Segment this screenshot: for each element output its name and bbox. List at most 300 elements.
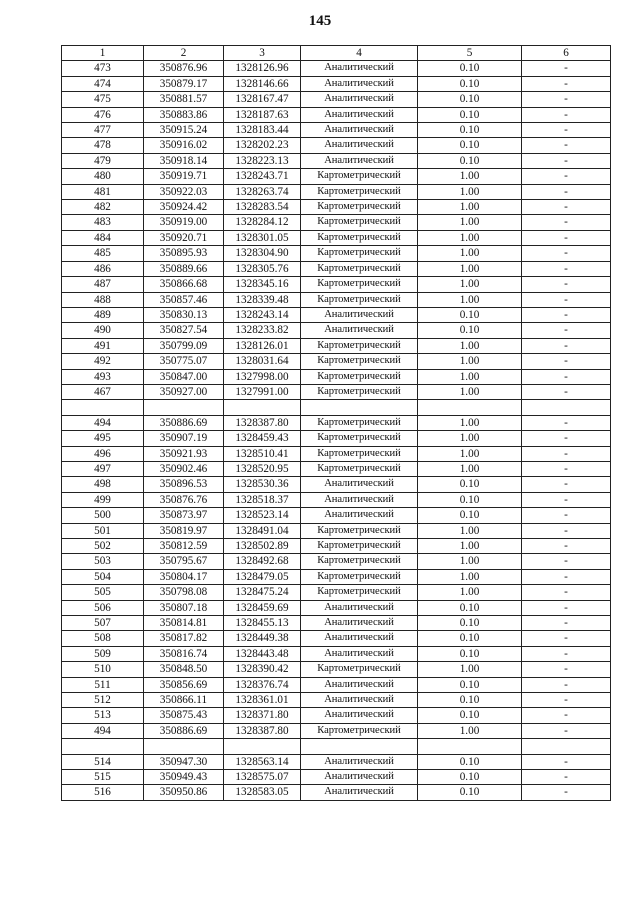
note-cell: - [522, 61, 611, 76]
point-number-cell: 498 [62, 477, 144, 492]
point-number-cell: 477 [62, 123, 144, 138]
table-row [62, 123, 611, 138]
x-coordinate-cell: 350856.69 [144, 677, 224, 692]
method-cell: Картометрический [301, 569, 418, 584]
column-header: 6 [522, 46, 611, 61]
x-coordinate-cell: 350875.43 [144, 708, 224, 723]
note-cell [522, 739, 611, 754]
note-cell: - [522, 569, 611, 584]
table-row [62, 431, 611, 446]
x-coordinate-cell: 350812.59 [144, 538, 224, 553]
x-coordinate-cell: 350919.00 [144, 215, 224, 230]
accuracy-cell: 0.10 [418, 123, 522, 138]
method-cell: Картометрический [301, 461, 418, 476]
accuracy-cell: 1.00 [418, 585, 522, 600]
x-coordinate-cell: 350907.19 [144, 431, 224, 446]
accuracy-cell: 1.00 [418, 215, 522, 230]
y-coordinate-cell: 1328146.66 [224, 76, 301, 91]
note-cell: - [522, 76, 611, 91]
table-row [62, 723, 611, 738]
x-coordinate-cell: 350857.46 [144, 292, 224, 307]
point-number-cell: 494 [62, 723, 144, 738]
x-coordinate-cell: 350876.96 [144, 61, 224, 76]
x-coordinate-cell: 350924.42 [144, 200, 224, 215]
method-cell: Аналитический [301, 123, 418, 138]
note-cell: - [522, 384, 611, 399]
table-row [62, 446, 611, 461]
note-cell: - [522, 461, 611, 476]
accuracy-cell: 0.10 [418, 153, 522, 168]
y-coordinate-cell: 1328502.89 [224, 538, 301, 553]
note-cell: - [522, 492, 611, 507]
x-coordinate-cell: 350883.86 [144, 107, 224, 122]
y-coordinate-cell: 1327991.00 [224, 384, 301, 399]
table-row [62, 585, 611, 600]
note-cell: - [522, 369, 611, 384]
accuracy-cell: 1.00 [418, 538, 522, 553]
point-number-cell: 495 [62, 431, 144, 446]
point-number-cell: 487 [62, 277, 144, 292]
method-cell: Картометрический [301, 554, 418, 569]
accuracy-cell: 1.00 [418, 384, 522, 399]
accuracy-cell: 1.00 [418, 169, 522, 184]
x-coordinate-cell: 350817.82 [144, 631, 224, 646]
table-row [62, 76, 611, 91]
column-header: 3 [224, 46, 301, 61]
point-number-cell: 507 [62, 616, 144, 631]
method-cell [301, 400, 418, 415]
method-cell: Аналитический [301, 693, 418, 708]
note-cell: - [522, 200, 611, 215]
point-number-cell: 493 [62, 369, 144, 384]
table-row [62, 708, 611, 723]
table-row [62, 323, 611, 338]
note-cell: - [522, 184, 611, 199]
note-cell: - [522, 246, 611, 261]
table-row [62, 354, 611, 369]
table-row [62, 261, 611, 276]
x-coordinate-cell: 350947.30 [144, 754, 224, 769]
note-cell: - [522, 277, 611, 292]
table-row [62, 785, 611, 800]
method-cell: Аналитический [301, 600, 418, 615]
accuracy-cell: 0.10 [418, 770, 522, 785]
note-cell: - [522, 107, 611, 122]
y-coordinate-cell: 1328459.43 [224, 431, 301, 446]
y-coordinate-cell: 1328223.13 [224, 153, 301, 168]
x-coordinate-cell: 350922.03 [144, 184, 224, 199]
accuracy-cell: 1.00 [418, 446, 522, 461]
accuracy-cell: 0.10 [418, 492, 522, 507]
accuracy-cell: 1.00 [418, 292, 522, 307]
table-row [62, 384, 611, 399]
accuracy-cell: 0.10 [418, 754, 522, 769]
column-header: 4 [301, 46, 418, 61]
x-coordinate-cell [144, 400, 224, 415]
point-number-cell: 515 [62, 770, 144, 785]
note-cell: - [522, 446, 611, 461]
y-coordinate-cell: 1328361.01 [224, 693, 301, 708]
table-row [62, 538, 611, 553]
note-cell: - [522, 554, 611, 569]
table-row [62, 307, 611, 322]
method-cell: Картометрический [301, 662, 418, 677]
point-number-cell: 508 [62, 631, 144, 646]
accuracy-cell [418, 739, 522, 754]
note-cell: - [522, 307, 611, 322]
accuracy-cell: 0.10 [418, 138, 522, 153]
point-number-cell: 510 [62, 662, 144, 677]
x-coordinate-cell: 350921.93 [144, 446, 224, 461]
table-row [62, 107, 611, 122]
accuracy-cell: 1.00 [418, 431, 522, 446]
x-coordinate-cell: 350807.18 [144, 600, 224, 615]
y-coordinate-cell: 1328339.48 [224, 292, 301, 307]
method-cell: Картометрический [301, 446, 418, 461]
accuracy-cell: 1.00 [418, 554, 522, 569]
y-coordinate-cell: 1328233.82 [224, 323, 301, 338]
accuracy-cell: 1.00 [418, 246, 522, 261]
accuracy-cell: 0.10 [418, 92, 522, 107]
table-row [62, 523, 611, 538]
method-cell: Картометрический [301, 230, 418, 245]
accuracy-cell: 1.00 [418, 723, 522, 738]
note-cell: - [522, 523, 611, 538]
method-cell: Картометрический [301, 200, 418, 215]
point-number-cell: 485 [62, 246, 144, 261]
table-row [62, 693, 611, 708]
x-coordinate-cell: 350866.11 [144, 693, 224, 708]
note-cell: - [522, 292, 611, 307]
note-cell: - [522, 169, 611, 184]
method-cell: Картометрический [301, 723, 418, 738]
note-cell: - [522, 600, 611, 615]
x-coordinate-cell: 350895.93 [144, 246, 224, 261]
method-cell: Аналитический [301, 138, 418, 153]
page-number: 145 [308, 13, 332, 29]
y-coordinate-cell: 1328449.38 [224, 631, 301, 646]
coordinates-table [61, 45, 611, 801]
point-number-cell [62, 739, 144, 754]
method-cell: Картометрический [301, 338, 418, 353]
y-coordinate-cell: 1328387.80 [224, 415, 301, 430]
table-row [62, 646, 611, 661]
y-coordinate-cell: 1328479.05 [224, 569, 301, 584]
point-number-cell: 484 [62, 230, 144, 245]
y-coordinate-cell: 1328518.37 [224, 492, 301, 507]
x-coordinate-cell: 350919.71 [144, 169, 224, 184]
x-coordinate-cell: 350798.08 [144, 585, 224, 600]
x-coordinate-cell: 350830.13 [144, 307, 224, 322]
note-cell: - [522, 754, 611, 769]
method-cell: Аналитический [301, 616, 418, 631]
y-coordinate-cell: 1328187.63 [224, 107, 301, 122]
accuracy-cell [418, 400, 522, 415]
point-number-cell: 496 [62, 446, 144, 461]
x-coordinate-cell: 350827.54 [144, 323, 224, 338]
method-cell: Аналитический [301, 477, 418, 492]
point-number-cell: 513 [62, 708, 144, 723]
method-cell: Картометрический [301, 277, 418, 292]
method-cell: Аналитический [301, 92, 418, 107]
point-number-cell [62, 400, 144, 415]
note-cell [522, 400, 611, 415]
method-cell: Картометрический [301, 292, 418, 307]
y-coordinate-cell: 1328583.05 [224, 785, 301, 800]
point-number-cell: 492 [62, 354, 144, 369]
y-coordinate-cell: 1328202.23 [224, 138, 301, 153]
method-cell: Картометрический [301, 523, 418, 538]
method-cell: Картометрический [301, 184, 418, 199]
y-coordinate-cell: 1328284.12 [224, 215, 301, 230]
table-row [62, 477, 611, 492]
x-coordinate-cell: 350881.57 [144, 92, 224, 107]
method-cell: Аналитический [301, 61, 418, 76]
method-cell: Аналитический [301, 307, 418, 322]
x-coordinate-cell: 350896.53 [144, 477, 224, 492]
point-number-cell: 497 [62, 461, 144, 476]
point-number-cell: 502 [62, 538, 144, 553]
point-number-cell: 500 [62, 508, 144, 523]
table-row [62, 739, 611, 754]
y-coordinate-cell: 1328243.71 [224, 169, 301, 184]
column-header: 5 [418, 46, 522, 61]
y-coordinate-cell: 1328183.44 [224, 123, 301, 138]
x-coordinate-cell: 350816.74 [144, 646, 224, 661]
method-cell: Аналитический [301, 646, 418, 661]
x-coordinate-cell: 350847.00 [144, 369, 224, 384]
x-coordinate-cell: 350819.97 [144, 523, 224, 538]
column-header: 2 [144, 46, 224, 61]
method-cell: Аналитический [301, 107, 418, 122]
table-row [62, 215, 611, 230]
table-row [62, 200, 611, 215]
point-number-cell: 482 [62, 200, 144, 215]
y-coordinate-cell: 1328167.47 [224, 92, 301, 107]
x-coordinate-cell: 350950.86 [144, 785, 224, 800]
x-coordinate-cell: 350949.43 [144, 770, 224, 785]
table-row [62, 92, 611, 107]
note-cell: - [522, 708, 611, 723]
x-coordinate-cell: 350918.14 [144, 153, 224, 168]
x-coordinate-cell: 350848.50 [144, 662, 224, 677]
accuracy-cell: 1.00 [418, 261, 522, 276]
y-coordinate-cell: 1328376.74 [224, 677, 301, 692]
point-number-cell: 490 [62, 323, 144, 338]
y-coordinate-cell: 1328455.13 [224, 616, 301, 631]
y-coordinate-cell: 1328491.04 [224, 523, 301, 538]
table-header-row [62, 46, 611, 61]
point-number-cell: 512 [62, 693, 144, 708]
accuracy-cell: 1.00 [418, 523, 522, 538]
accuracy-cell: 0.10 [418, 600, 522, 615]
note-cell: - [522, 354, 611, 369]
point-number-cell: 473 [62, 61, 144, 76]
table-row [62, 369, 611, 384]
method-cell: Аналитический [301, 76, 418, 91]
note-cell: - [522, 785, 611, 800]
point-number-cell: 501 [62, 523, 144, 538]
table-row [62, 508, 611, 523]
accuracy-cell: 1.00 [418, 461, 522, 476]
note-cell: - [522, 538, 611, 553]
note-cell: - [522, 230, 611, 245]
y-coordinate-cell: 1328387.80 [224, 723, 301, 738]
table-row [62, 631, 611, 646]
point-number-cell: 479 [62, 153, 144, 168]
note-cell: - [522, 693, 611, 708]
point-number-cell: 506 [62, 600, 144, 615]
x-coordinate-cell: 350814.81 [144, 616, 224, 631]
x-coordinate-cell: 350886.69 [144, 723, 224, 738]
table-row [62, 754, 611, 769]
x-coordinate-cell: 350866.68 [144, 277, 224, 292]
y-coordinate-cell: 1328304.90 [224, 246, 301, 261]
table-row [62, 138, 611, 153]
method-cell: Картометрический [301, 215, 418, 230]
accuracy-cell: 1.00 [418, 184, 522, 199]
table-row [62, 554, 611, 569]
note-cell: - [522, 323, 611, 338]
point-number-cell: 489 [62, 307, 144, 322]
accuracy-cell: 0.10 [418, 508, 522, 523]
point-number-cell: 480 [62, 169, 144, 184]
point-number-cell: 486 [62, 261, 144, 276]
table-body [62, 61, 611, 800]
note-cell: - [522, 631, 611, 646]
accuracy-cell: 0.10 [418, 631, 522, 646]
point-number-cell: 516 [62, 785, 144, 800]
x-coordinate-cell: 350876.76 [144, 492, 224, 507]
note-cell: - [522, 415, 611, 430]
y-coordinate-cell: 1328575.07 [224, 770, 301, 785]
accuracy-cell: 1.00 [418, 354, 522, 369]
y-coordinate-cell: 1328563.14 [224, 754, 301, 769]
method-cell: Картометрический [301, 261, 418, 276]
x-coordinate-cell: 350916.02 [144, 138, 224, 153]
y-coordinate-cell: 1328510.41 [224, 446, 301, 461]
y-coordinate-cell: 1328475.24 [224, 585, 301, 600]
method-cell: Аналитический [301, 708, 418, 723]
point-number-cell: 488 [62, 292, 144, 307]
point-number-cell: 491 [62, 338, 144, 353]
table-row [62, 770, 611, 785]
note-cell: - [522, 770, 611, 785]
method-cell: Аналитический [301, 677, 418, 692]
point-number-cell: 474 [62, 76, 144, 91]
table-row [62, 153, 611, 168]
method-cell: Аналитический [301, 785, 418, 800]
x-coordinate-cell: 350889.66 [144, 261, 224, 276]
point-number-cell: 481 [62, 184, 144, 199]
y-coordinate-cell: 1328301.05 [224, 230, 301, 245]
note-cell: - [522, 138, 611, 153]
y-coordinate-cell: 1328243.14 [224, 307, 301, 322]
accuracy-cell: 0.10 [418, 693, 522, 708]
note-cell: - [522, 215, 611, 230]
point-number-cell: 499 [62, 492, 144, 507]
method-cell: Картометрический [301, 246, 418, 261]
table-row [62, 492, 611, 507]
note-cell: - [522, 261, 611, 276]
point-number-cell: 509 [62, 646, 144, 661]
accuracy-cell: 1.00 [418, 662, 522, 677]
table-row [62, 184, 611, 199]
column-header: 1 [62, 46, 144, 61]
x-coordinate-cell: 350879.17 [144, 76, 224, 91]
accuracy-cell: 0.10 [418, 107, 522, 122]
accuracy-cell: 0.10 [418, 323, 522, 338]
method-cell: Картометрический [301, 369, 418, 384]
y-coordinate-cell: 1328520.95 [224, 461, 301, 476]
table-row [62, 616, 611, 631]
y-coordinate-cell: 1328492.68 [224, 554, 301, 569]
x-coordinate-cell: 350799.09 [144, 338, 224, 353]
x-coordinate-cell: 350902.46 [144, 461, 224, 476]
table-row [62, 415, 611, 430]
y-coordinate-cell [224, 400, 301, 415]
method-cell: Аналитический [301, 153, 418, 168]
method-cell: Аналитический [301, 631, 418, 646]
y-coordinate-cell: 1328523.14 [224, 508, 301, 523]
x-coordinate-cell: 350920.71 [144, 230, 224, 245]
method-cell: Аналитический [301, 754, 418, 769]
table-row [62, 230, 611, 245]
table-row [62, 169, 611, 184]
note-cell: - [522, 616, 611, 631]
accuracy-cell: 1.00 [418, 415, 522, 430]
note-cell: - [522, 92, 611, 107]
accuracy-cell: 0.10 [418, 477, 522, 492]
note-cell: - [522, 646, 611, 661]
note-cell: - [522, 677, 611, 692]
note-cell: - [522, 662, 611, 677]
note-cell: - [522, 153, 611, 168]
accuracy-cell: 0.10 [418, 76, 522, 91]
method-cell [301, 739, 418, 754]
point-number-cell: 514 [62, 754, 144, 769]
table-row [62, 292, 611, 307]
y-coordinate-cell [224, 739, 301, 754]
accuracy-cell: 1.00 [418, 338, 522, 353]
note-cell: - [522, 508, 611, 523]
note-cell: - [522, 723, 611, 738]
note-cell: - [522, 338, 611, 353]
y-coordinate-cell: 1328283.54 [224, 200, 301, 215]
x-coordinate-cell: 350886.69 [144, 415, 224, 430]
accuracy-cell: 0.10 [418, 61, 522, 76]
table-row [62, 61, 611, 76]
point-number-cell: 475 [62, 92, 144, 107]
point-number-cell: 483 [62, 215, 144, 230]
table-row [62, 677, 611, 692]
accuracy-cell: 0.10 [418, 708, 522, 723]
y-coordinate-cell: 1328459.69 [224, 600, 301, 615]
y-coordinate-cell: 1328371.80 [224, 708, 301, 723]
x-coordinate-cell: 350873.97 [144, 508, 224, 523]
accuracy-cell: 1.00 [418, 200, 522, 215]
point-number-cell: 467 [62, 384, 144, 399]
accuracy-cell: 1.00 [418, 277, 522, 292]
point-number-cell: 505 [62, 585, 144, 600]
method-cell: Аналитический [301, 770, 418, 785]
accuracy-cell: 0.10 [418, 785, 522, 800]
x-coordinate-cell: 350915.24 [144, 123, 224, 138]
table-row [62, 600, 611, 615]
y-coordinate-cell: 1328126.96 [224, 61, 301, 76]
method-cell: Картометрический [301, 169, 418, 184]
point-number-cell: 503 [62, 554, 144, 569]
